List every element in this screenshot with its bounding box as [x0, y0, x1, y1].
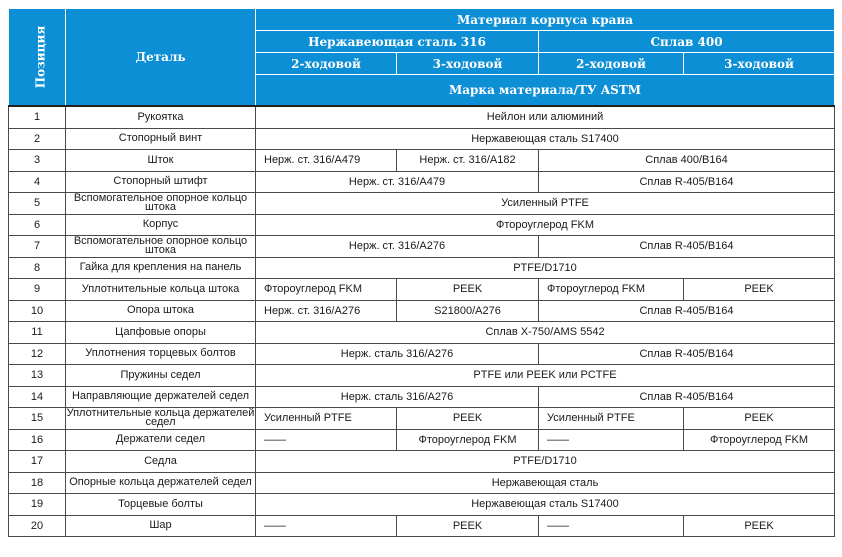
part-name-cell: Опора штока [66, 300, 256, 322]
part-header: Деталь [66, 9, 256, 107]
position-cell: 20 [9, 515, 66, 537]
position-cell: 14 [9, 386, 66, 408]
table-row [9, 236, 835, 258]
material-cell: PTFE/D1710 [256, 451, 835, 473]
part-name-cell: Торцевые болты [66, 494, 256, 516]
body-material-header: Материал корпуса крана [256, 9, 835, 31]
position-header: Позиция [9, 9, 66, 107]
material-cell: Сплав X-750/AMS 5542 [256, 322, 835, 344]
table-row [9, 193, 835, 215]
material-cell: Усиленный PTFE [256, 408, 397, 430]
position-cell: 13 [9, 365, 66, 387]
material-cell: Нерж. ст. 316/A276 [256, 236, 539, 258]
position-cell: 19 [9, 494, 66, 516]
part-name-cell: Стопорный винт [66, 128, 256, 150]
alloy400-header: Сплав 400 [539, 31, 835, 53]
position-cell: 16 [9, 429, 66, 451]
table-row [9, 365, 835, 387]
table-row [9, 214, 835, 236]
table-row [9, 300, 835, 322]
material-cell: Фтороуглерод FKM [397, 429, 539, 451]
table-row [9, 322, 835, 344]
material-cell: Фтороуглерод FKM [684, 429, 835, 451]
part-name-cell: Вспомогательное опорное кольцо штока [66, 236, 256, 258]
table-body [9, 106, 835, 537]
material-cell: Сплав R-405/B164 [539, 343, 835, 365]
material-cell: —— [256, 429, 397, 451]
material-cell: Фтороуглерод FKM [256, 279, 397, 301]
material-spec-table [8, 8, 835, 537]
position-cell: 11 [9, 322, 66, 344]
material-cell: Нержавеющая сталь [256, 472, 835, 494]
part-name-cell: Рукоятка [66, 106, 256, 128]
material-cell: PTFE/D1710 [256, 257, 835, 279]
part-name-cell: Стопорный штифт [66, 171, 256, 193]
table-row [9, 472, 835, 494]
part-name-cell: Шар [66, 515, 256, 537]
position-cell: 10 [9, 300, 66, 322]
alloy400-3way-header: 3-ходовой [684, 53, 835, 75]
material-grade-header: Марка материала/ТУ ASTM [256, 75, 835, 107]
part-name-cell: Вспомогательное опорное кольцо штока [66, 193, 256, 215]
part-name-cell: Цапфовые опоры [66, 322, 256, 344]
material-cell: Сплав 400/B164 [539, 150, 835, 172]
material-cell: Сплав R-405/B164 [539, 386, 835, 408]
position-cell: 4 [9, 171, 66, 193]
position-cell: 6 [9, 214, 66, 236]
part-name-cell: Гайка для крепления на панель [66, 257, 256, 279]
material-cell: —— [539, 429, 684, 451]
position-cell: 18 [9, 472, 66, 494]
table-row [9, 515, 835, 537]
position-cell: 2 [9, 128, 66, 150]
alloy400-2way-header: 2-ходовой [539, 53, 684, 75]
part-name-cell: Шток [66, 150, 256, 172]
material-cell: Фтороуглерод FKM [539, 279, 684, 301]
table-row [9, 494, 835, 516]
table-row [9, 408, 835, 430]
material-cell: —— [539, 515, 684, 537]
material-cell: Сплав R-405/B164 [539, 300, 835, 322]
part-name-cell: Опорные кольца держателей седел [66, 472, 256, 494]
position-cell: 3 [9, 150, 66, 172]
part-name-cell: Уплотнительные кольца держателей седел [66, 407, 255, 429]
table-row [9, 451, 835, 473]
material-cell: Нерж. ст. 316/A182 [397, 150, 539, 172]
table-row [9, 128, 835, 150]
table-row [9, 150, 835, 172]
material-cell: Нерж. сталь 316/A276 [256, 386, 539, 408]
material-cell: PEEK [684, 279, 835, 301]
position-cell: 17 [9, 451, 66, 473]
material-cell: Фтороуглерод FKM [256, 214, 835, 236]
material-cell: PEEK [397, 279, 539, 301]
position-cell: 5 [9, 193, 66, 215]
position-cell: 7 [9, 236, 66, 258]
material-cell: Нерж. ст. 316/A479 [256, 171, 539, 193]
table-row [9, 343, 835, 365]
material-cell: Нерж. сталь 316/A276 [256, 343, 539, 365]
position-cell: 9 [9, 279, 66, 301]
part-name-cell: Держатели седел [66, 429, 256, 451]
material-cell: —— [256, 515, 397, 537]
material-cell: PTFE или PEEK или PCTFE [256, 365, 835, 387]
material-cell: Сплав R-405/B164 [539, 171, 835, 193]
table-row [9, 429, 835, 451]
position-cell: 1 [9, 106, 66, 128]
material-cell: Нержавеющая сталь S17400 [256, 494, 835, 516]
material-cell: Усиленный PTFE [539, 408, 684, 430]
material-cell: Нерж. ст. 316/A479 [256, 150, 397, 172]
position-cell: 8 [9, 257, 66, 279]
position-cell: 12 [9, 343, 66, 365]
material-cell: Нейлон или алюминий [256, 106, 835, 128]
material-cell: Нержавеющая сталь S17400 [256, 128, 835, 150]
part-name-cell: Уплотнительные кольца штока [66, 279, 256, 301]
material-cell: S21800/A276 [397, 300, 539, 322]
position-cell: 15 [9, 408, 66, 430]
ss316-2way-header: 2-ходовой [256, 53, 397, 75]
part-name-cell: Пружины седел [66, 365, 256, 387]
ss316-header: Нержавеющая сталь 316 [256, 31, 539, 53]
ss316-3way-header: 3-ходовой [397, 53, 539, 75]
part-name-cell: Седла [66, 451, 256, 473]
material-cell: PEEK [684, 515, 835, 537]
table-row [9, 257, 835, 279]
material-cell: PEEK [397, 408, 539, 430]
material-cell: PEEK [684, 408, 835, 430]
part-name-cell: Корпус [66, 214, 256, 236]
table-row [9, 279, 835, 301]
part-name-cell: Направляющие держателей седел [66, 386, 256, 408]
table-row [9, 106, 835, 128]
material-cell: Сплав R-405/B164 [539, 236, 835, 258]
table-row [9, 171, 835, 193]
table-row [9, 386, 835, 408]
material-cell: Усиленный PTFE [256, 193, 835, 215]
part-name-cell: Уплотнения торцевых болтов [66, 343, 256, 365]
material-cell: PEEK [397, 515, 539, 537]
material-cell: Нерж. ст. 316/A276 [256, 300, 397, 322]
